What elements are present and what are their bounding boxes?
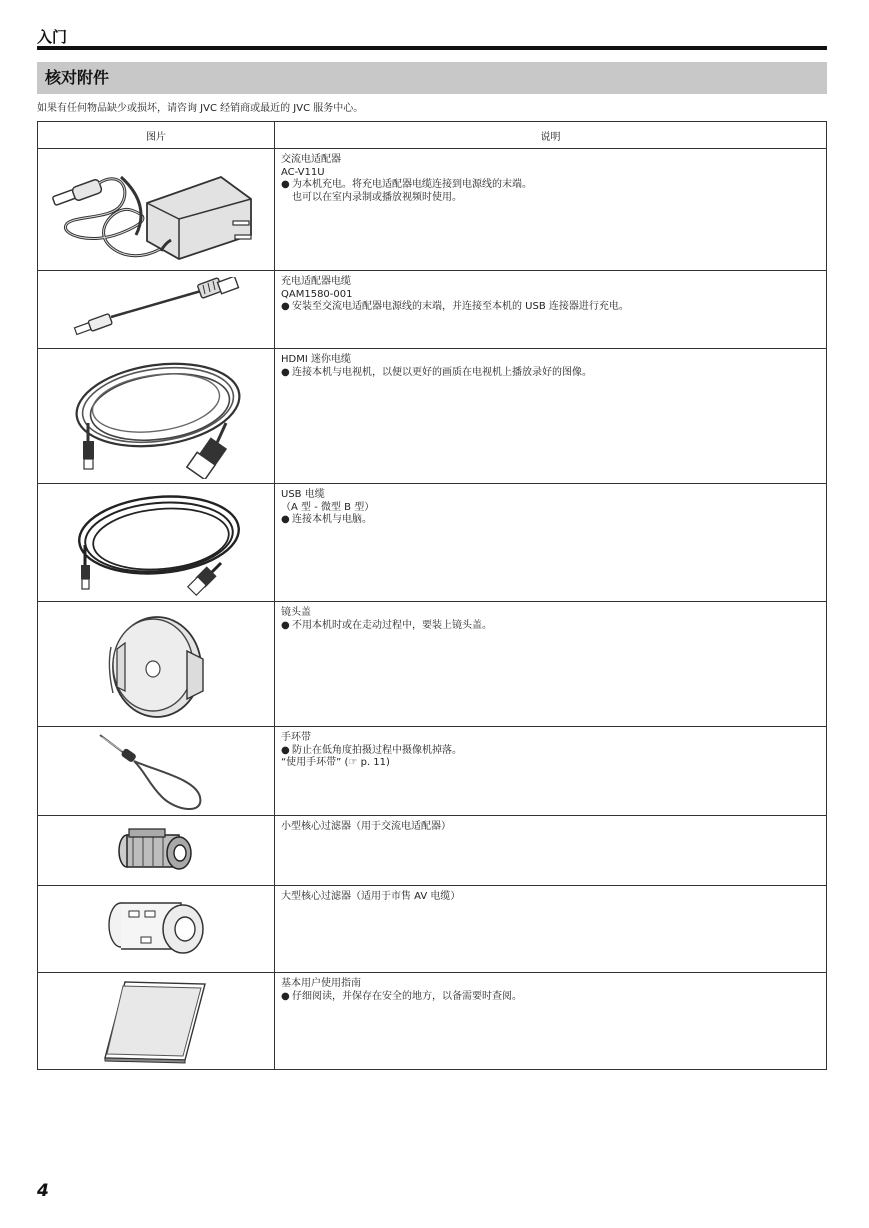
header-description: 说明 bbox=[275, 122, 827, 149]
item-model: （A 型 - 微型 B 型） bbox=[281, 501, 375, 513]
image-cell bbox=[38, 602, 275, 727]
bullet-icon: ● bbox=[281, 990, 290, 1002]
table-row bbox=[38, 816, 827, 886]
table-row bbox=[38, 484, 827, 602]
image-cell bbox=[38, 727, 275, 816]
image-cell bbox=[38, 973, 275, 1070]
hdmi-cable-icon bbox=[66, 406, 246, 425]
bullet-item: ● 为本机充电。将充电适配器电缆连接到电源线的末端。 bbox=[281, 179, 532, 190]
bullet-continuation: 也可以在室内录制或播放视频时使用。 bbox=[292, 191, 462, 203]
description-cell bbox=[275, 886, 827, 973]
description-cell bbox=[275, 727, 827, 816]
description-cell bbox=[275, 816, 827, 886]
image-cell bbox=[38, 271, 275, 349]
section-header: 入门 bbox=[37, 28, 68, 46]
bullet-item: ● 仔细阅读，并保存在安全的地方，以备需要时查阅。 bbox=[281, 990, 522, 1002]
small-core-filter-icon bbox=[113, 840, 199, 859]
item-name: 手环带 bbox=[281, 732, 311, 743]
description-cell bbox=[275, 149, 827, 271]
bullet-icon: ● bbox=[281, 301, 290, 312]
description-cell bbox=[275, 484, 827, 602]
table-row bbox=[38, 602, 827, 727]
item-name: HDMI 迷你电缆 bbox=[281, 354, 351, 365]
table-row bbox=[38, 149, 827, 271]
bullet-item: ● 安装至交流电适配器电源线的末端，并连接至本机的 USB 连接器进行充电。 bbox=[281, 301, 629, 312]
bullet-icon: ● bbox=[281, 366, 290, 378]
bullet-item: ● 连接本机与电视机，以便以更好的画质在电视机上播放录好的图像。 bbox=[281, 366, 592, 378]
image-cell bbox=[38, 149, 275, 271]
ac-adapter-icon bbox=[51, 199, 261, 218]
description-cell bbox=[275, 271, 827, 349]
description-cell bbox=[275, 602, 827, 727]
description-cell bbox=[275, 349, 827, 484]
description-cell bbox=[275, 973, 827, 1070]
bullet-icon: ● bbox=[281, 619, 290, 631]
bullet-icon: ● bbox=[281, 514, 290, 525]
header-image: 图片 bbox=[38, 122, 275, 149]
charging-cable-icon bbox=[71, 299, 241, 318]
item-name: USB 电缆 bbox=[281, 489, 325, 500]
wrist-strap-icon bbox=[96, 761, 216, 780]
image-cell bbox=[38, 886, 275, 973]
item-name: 交流电适配器 bbox=[281, 154, 341, 165]
page-number: 4 bbox=[37, 1181, 49, 1201]
item-name: 小型核心过滤器（用于交流电适配器） bbox=[281, 821, 451, 832]
item-name: 大型核心过滤器（适用于市售 AV 电缆） bbox=[281, 891, 461, 902]
table-row bbox=[38, 349, 827, 484]
bullet-icon: ● bbox=[281, 179, 290, 190]
image-cell bbox=[38, 484, 275, 602]
image-cell bbox=[38, 349, 275, 484]
bullet-item: ● 不用本机时或在走动过程中，要装上镜头盖。 bbox=[281, 619, 492, 631]
table-row bbox=[38, 886, 827, 973]
reference-link[interactable]: “使用手环带” (☞ p. 11) bbox=[281, 757, 390, 768]
page-title: 核对附件 bbox=[37, 62, 827, 94]
table-row bbox=[38, 271, 827, 349]
table-row bbox=[38, 973, 827, 1070]
bullet-icon: ● bbox=[281, 744, 290, 756]
usb-cable-icon bbox=[71, 532, 241, 551]
item-name: 基本用户使用指南 bbox=[281, 978, 361, 989]
user-guide-icon bbox=[101, 1011, 211, 1030]
image-cell bbox=[38, 816, 275, 886]
intro-text: 如果有任何物品缺少或损坏，请咨询 JVC 经销商或最近的 JVC 服务中心。 bbox=[37, 103, 364, 114]
large-core-filter-icon bbox=[101, 919, 211, 938]
bullet-item: ● 防止在低角度拍摄过程中摄像机掉落。 bbox=[281, 744, 462, 756]
accessories-table bbox=[37, 121, 827, 1070]
table-row bbox=[38, 727, 827, 816]
item-model: AC-V11U bbox=[281, 166, 325, 178]
item-name: 镜头盖 bbox=[281, 607, 311, 618]
item-model: QAM1580-001 bbox=[281, 288, 353, 300]
bullet-item: ● 连接本机与电脑。 bbox=[281, 514, 372, 525]
lens-cap-icon bbox=[101, 654, 211, 673]
item-name: 充电适配器电缆 bbox=[281, 276, 351, 287]
section-rule bbox=[37, 46, 827, 50]
table-header-row bbox=[38, 122, 827, 149]
